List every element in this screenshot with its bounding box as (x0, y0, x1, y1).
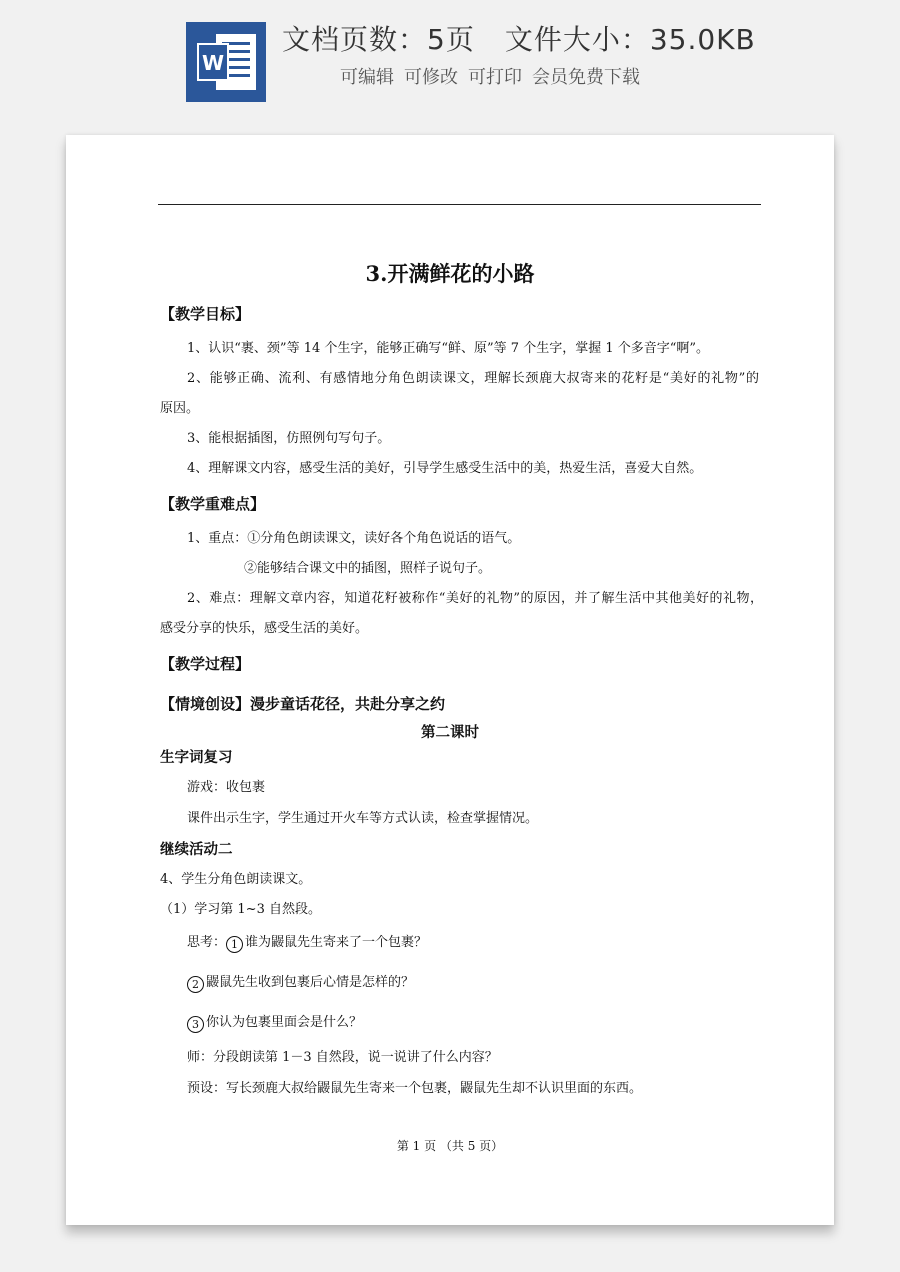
goal-1: 1、认识“裹、颈”等 14 个生字，能够正确写“鲜、原”等 7 个生字，掌握 1 个多音字“啊”。 (187, 341, 710, 356)
think-prefix: 思考： (187, 935, 227, 950)
step-4: 4、学生分角色朗读课文。 (160, 872, 312, 887)
feature-editable: 可编辑 (340, 67, 394, 88)
question-1 (187, 933, 427, 953)
page-footer: 第 1 页 （共 5 页） (396, 1139, 504, 1153)
game-line: 游戏：收包裹 (187, 780, 266, 795)
review-heading: 生字词复习 (160, 750, 233, 766)
key-point-1: 1、重点：①分角色朗读课文，读好各个角色说话的语气。 (187, 531, 521, 546)
scene-heading: 【情境创设】漫步童话花径，共赴分享之约 (160, 695, 446, 713)
key-point-1b: ②能够结合课文中的插图，照样子说句子。 (244, 561, 492, 576)
key-point-2-line-2: 感受分享的快乐，感受生活的美好。 (160, 621, 369, 636)
question-2 (187, 973, 414, 993)
goal-2-line-2: 原因。 (160, 401, 200, 416)
download-banner (0, 0, 900, 118)
section-heading-key-points: 【教学重难点】 (160, 495, 266, 513)
document-page (66, 135, 834, 1225)
preset-line: 预设：写长颈鹿大叔给鼹鼠先生寄来一个包裹，鼹鼠先生却不认识里面的东西。 (187, 1081, 643, 1096)
activity-heading: 继续活动二 (160, 842, 233, 858)
feature-member-download: 会员免费下载 (532, 67, 640, 88)
question-3-text: 你认为包裹里面会是什么？ (206, 1015, 363, 1030)
document-title: 3.开满鲜花的小路 (365, 261, 535, 286)
word-document-icon (186, 22, 266, 102)
file-size: 文件大小：35.0KB (504, 23, 756, 56)
word-icon-letter: W (201, 51, 225, 75)
header-rule (158, 204, 761, 205)
circled-number-3: 3 (187, 1016, 204, 1033)
section-heading-goals: 【教学目标】 (160, 305, 251, 323)
lesson-label: 第二课时 (421, 724, 479, 741)
file-info (282, 20, 802, 60)
circled-number-1: 1 (226, 936, 243, 953)
question-1-text: 谁为鼹鼠先生寄来了一个包裹？ (245, 935, 428, 950)
question-3 (187, 1013, 362, 1033)
circled-number-2: 2 (187, 976, 204, 993)
page-count: 文档页数：5页 (282, 23, 475, 56)
feature-list (340, 64, 740, 92)
teacher-line: 师：分段朗读第 1－3 自然段，说一说讲了什么内容？ (187, 1050, 498, 1065)
section-heading-process: 【教学过程】 (160, 655, 251, 673)
feature-modifiable: 可修改 (404, 67, 458, 88)
goal-4: 4、理解课文内容，感受生活的美好，引导学生感受生活中的美，热爱生活，喜爱大自然。 (187, 461, 703, 476)
feature-printable: 可打印 (468, 67, 522, 88)
goal-2-line-1: 2、能够正确、流利、有感情地分角色朗读课文，理解长颈鹿大叔寄来的花籽是“美好的礼物”的 (187, 371, 759, 386)
goal-3: 3、能根据插图，仿照例句写句子。 (187, 431, 391, 446)
review-text: 课件出示生字，学生通过开火车等方式认读，检查掌握情况。 (187, 811, 539, 826)
question-2-text: 鼹鼠先生收到包裹后心情是怎样的？ (206, 975, 415, 990)
step-4-1: （1）学习第 1~3 自然段。 (160, 902, 321, 917)
key-point-2-line-1: 2、难点：理解文章内容，知道花籽被称作“美好的礼物”的原因，并了解生活中其他美好的礼物， (187, 591, 763, 606)
